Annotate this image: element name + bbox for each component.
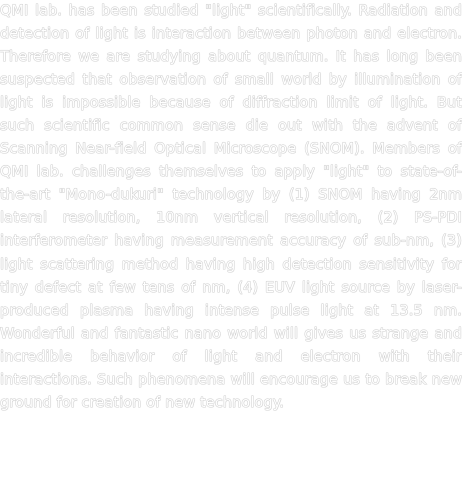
lab-intro-paragraph: QMI lab. has been studied "light" scientifically. Radiation and detection of light is interaction between photon and electron. Therefore we are studying about quantum. It has long been suspected that observation of small world by illumination of light is impossible because of diffraction limit of light. But such scientific common sense die out with the advent of Scanning Near-field Optical Microscope (SNOM). Members of QMI lab. challenges themselves to apply "light" to state-of-the-art "Mono-dukuri" technology by (1) SNOM having 2nm lateral resolution, 10nm vertical resolution, (2) PS-PDI interferometer having measurement accuracy of sub-nm, (3) light scattering method having high detection sensitivity for tiny defect at few tens of nm, (4) EUV light source by laser-produced plasma having intense pulse light at 13.5 nm. Wonderful and fantastic nano world will gives us strange and incredible behavior of light and electron with their interactions. Such phenomena will encourage us to break new ground for creation of new technology.: [0, 3, 462, 411]
